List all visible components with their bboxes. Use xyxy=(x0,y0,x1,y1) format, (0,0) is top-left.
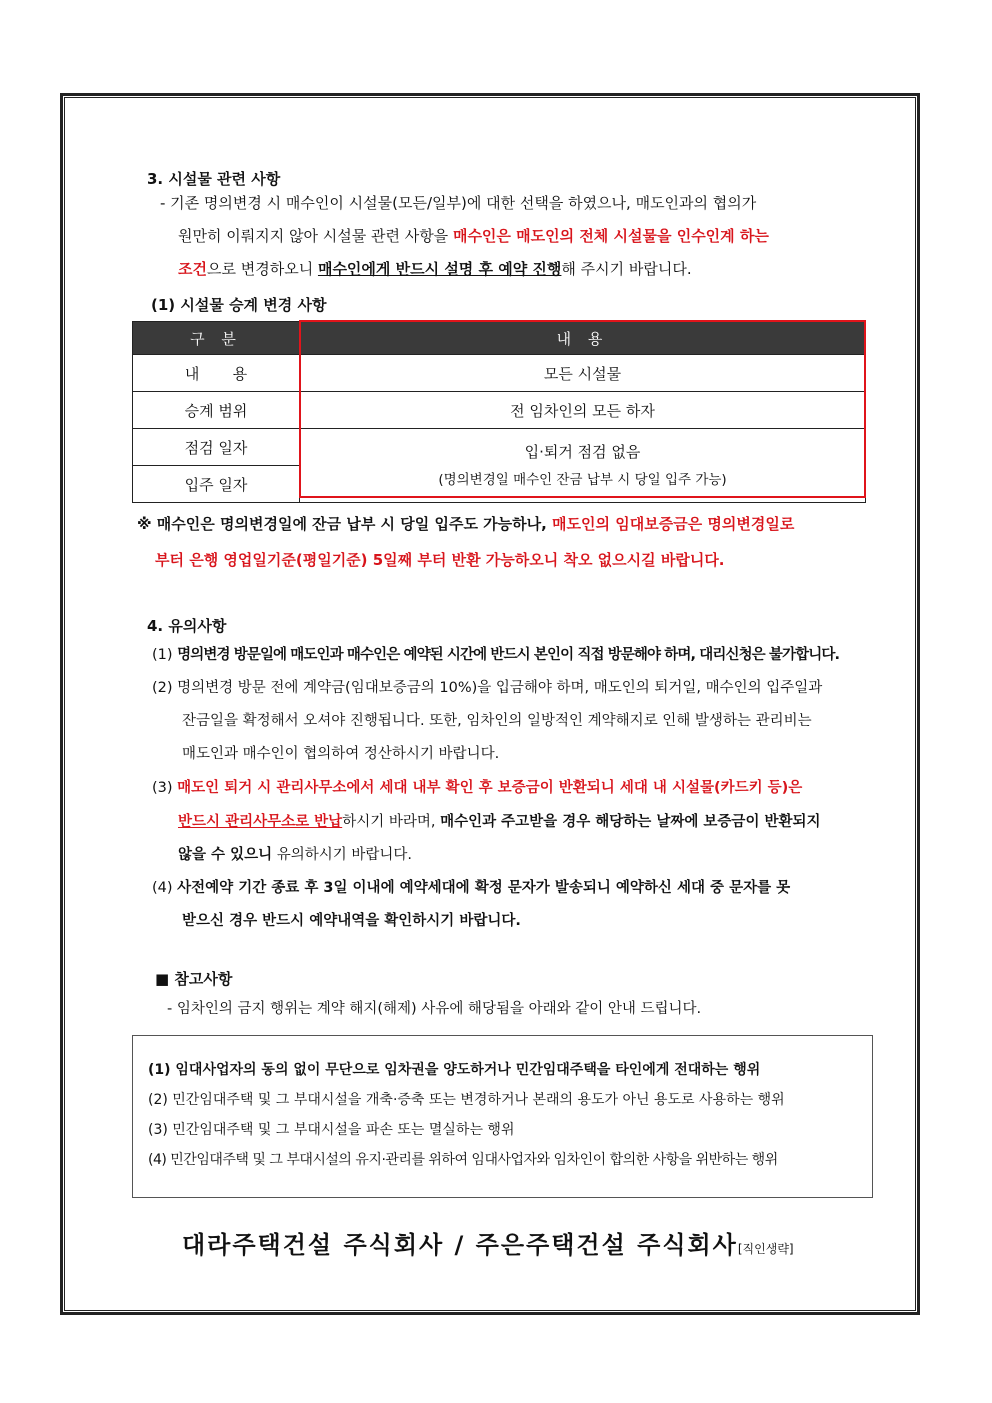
caution-item-1-text: 명의변경 방문일에 매도인과 매수인은 예약된 시간에 반드시 본인이 직접 방문해야 하며, 대리신청은 불가합니다. xyxy=(177,647,840,663)
caution-item-3-l3a: 않을 수 있으니 xyxy=(178,847,273,863)
caution-item-2 xyxy=(152,672,822,705)
section3-para-3a: 조건 xyxy=(178,260,207,278)
section3-note-1b: 매도인의 임대보증금은 명의변경일로 xyxy=(552,515,795,533)
caution-item-3-line3 xyxy=(178,839,412,872)
caution-item-4 xyxy=(152,872,790,905)
section3-para-line1 xyxy=(160,187,756,220)
table-header-row xyxy=(133,322,866,355)
table-row xyxy=(133,392,866,429)
caution-item-3-l2c: 매수인과 주고받을 경우 해당하는 날짜에 보증금이 반환되지 xyxy=(440,814,821,830)
section3-para-2a: 원만히 이뤄지지 않아 시설물 관련 사항을 xyxy=(178,227,453,245)
table-header-key: 구 분 xyxy=(133,322,300,355)
prohibited-act-item: (1) 임대사업자의 동의 없이 무단으로 임차권을 양도하거나 민간임대주택을 타인에게 전대하는 행위 xyxy=(148,1062,761,1078)
table-header-value: 내 용 xyxy=(300,322,866,355)
caution-item-2-l1: 명의변경 방문 전에 계약금(임대보증금의 10%)을 입금해야 하며, 매도인의 퇴거일, 매수인의 입주일과 xyxy=(177,680,823,696)
section4-title: 4. 유의사항 xyxy=(147,617,227,635)
section3-para-line3 xyxy=(178,253,692,286)
section3-para-3b: 으로 변경하오니 xyxy=(206,260,318,278)
table-row-key: 내 용 xyxy=(133,355,300,392)
company-names: 대라주택건설 주식회사 / 주은주택건설 주식회사 xyxy=(182,1231,738,1259)
caution-item-3-line2 xyxy=(178,806,821,839)
caution-item-2-l3: 매도인과 매수인이 협의하여 정산하시기 바랍니다. xyxy=(182,746,500,762)
section3-subtitle: (1) 시설물 승계 변경 사항 xyxy=(151,296,327,314)
caution-item-4-l2: 받으신 경우 반드시 예약내역을 확인하시기 바랍니다. xyxy=(182,913,521,929)
section3-para-line2 xyxy=(178,220,769,253)
caution-item-1-num: (1) xyxy=(152,647,173,663)
table-row-key: 입주 일자 xyxy=(133,466,300,503)
company-signature xyxy=(182,1225,794,1260)
caution-item-3-l2b: 하시기 바라며, xyxy=(342,814,441,830)
caution-item-3 xyxy=(152,772,802,805)
seal-omitted: [직인생략] xyxy=(737,1242,794,1256)
section3-para-3c: 매수인에게 반드시 설명 후 예약 진행 xyxy=(317,260,562,278)
section3-para-3d: 해 주시기 바랍니다. xyxy=(561,260,692,278)
table-row xyxy=(133,355,866,392)
caution-item-3-num: (3) xyxy=(152,780,173,796)
caution-item-3-l1: 매도인 퇴거 시 관리사무소에서 세대 내부 확인 후 보증금이 반환되니 세대 내 시설물(카드키 등)은 xyxy=(177,780,803,796)
reference-title: ■ 참고사항 xyxy=(155,970,233,988)
caution-item-4-num: (4) xyxy=(152,880,173,896)
reference-intro: - 임차인의 금지 행위는 계약 해지(해제) 사유에 해당됨을 아래와 같이 안내 드립니다. xyxy=(167,1001,702,1017)
table-row-key: 점검 일자 xyxy=(133,429,300,466)
caution-item-1 xyxy=(152,639,839,672)
section3-title: 3. 시설물 관련 사항 xyxy=(147,170,281,188)
prohibited-acts-box xyxy=(132,1035,873,1198)
prohibited-act-item: (4) 민간임대주택 및 그 부대시설의 유지·관리를 위하여 임대사업자와 임차인이 합의한 사항을 위반하는 행위 xyxy=(148,1152,778,1168)
caution-item-2-l2: 잔금일을 확정해서 오셔야 진행됩니다. 또한, 임차인의 일방적인 계약해지로 인해 발생하는 관리비는 xyxy=(182,713,812,729)
section3-para-2b: 매수인은 매도인의 전체 시설물을 인수인계 하는 xyxy=(452,227,769,245)
caution-item-3-l2a: 반드시 관리사무소로 반납 xyxy=(178,814,343,830)
section3-note-line1 xyxy=(137,506,794,542)
table-row-value: 모든 시설물 xyxy=(300,355,866,392)
move-in-value: (명의변경일 매수인 잔금 납부 시 당일 입주 가능) xyxy=(438,471,727,488)
section3-para-1a: - 기존 명의변경 시 매수인이 시설물(모든/일부)에 대한 선택을 하였으나, 매도인과의 협의가 xyxy=(160,194,757,212)
table-row-value: 전 임차인의 모든 하자 xyxy=(300,392,866,429)
caution-item-3-l3b: 유의하시기 바랍니다. xyxy=(272,847,413,863)
caution-item-2-num: (2) xyxy=(152,680,173,696)
section3-note-line2: 부터 은행 영업일기준(평일기준) 5일째 부터 반환 가능하오니 착오 없으시길 바랍니다. xyxy=(155,551,725,569)
caution-item-4-l1: 사전예약 기간 종료 후 3일 이내에 예약세대에 확정 문자가 발송되니 예약하신 세대 중 문자를 못 xyxy=(177,880,791,896)
table-row-key: 승계 범위 xyxy=(133,392,300,429)
prohibited-act-item: (3) 민간임대주택 및 그 부대시설을 파손 또는 멸실하는 행위 xyxy=(148,1122,515,1138)
table-row-value-merged xyxy=(300,429,866,503)
facility-change-table xyxy=(132,321,866,503)
prohibited-act-item: (2) 민간임대주택 및 그 부대시설을 개축·증축 또는 변경하거나 본래의 용도가 아닌 용도로 사용하는 행위 xyxy=(148,1092,785,1108)
table-row xyxy=(133,429,866,466)
section3-note-1a: ※ 매수인은 명의변경일에 잔금 납부 시 당일 입주도 가능하나, xyxy=(137,515,553,533)
inspection-value: 입·퇴거 점검 없음 xyxy=(524,442,641,461)
